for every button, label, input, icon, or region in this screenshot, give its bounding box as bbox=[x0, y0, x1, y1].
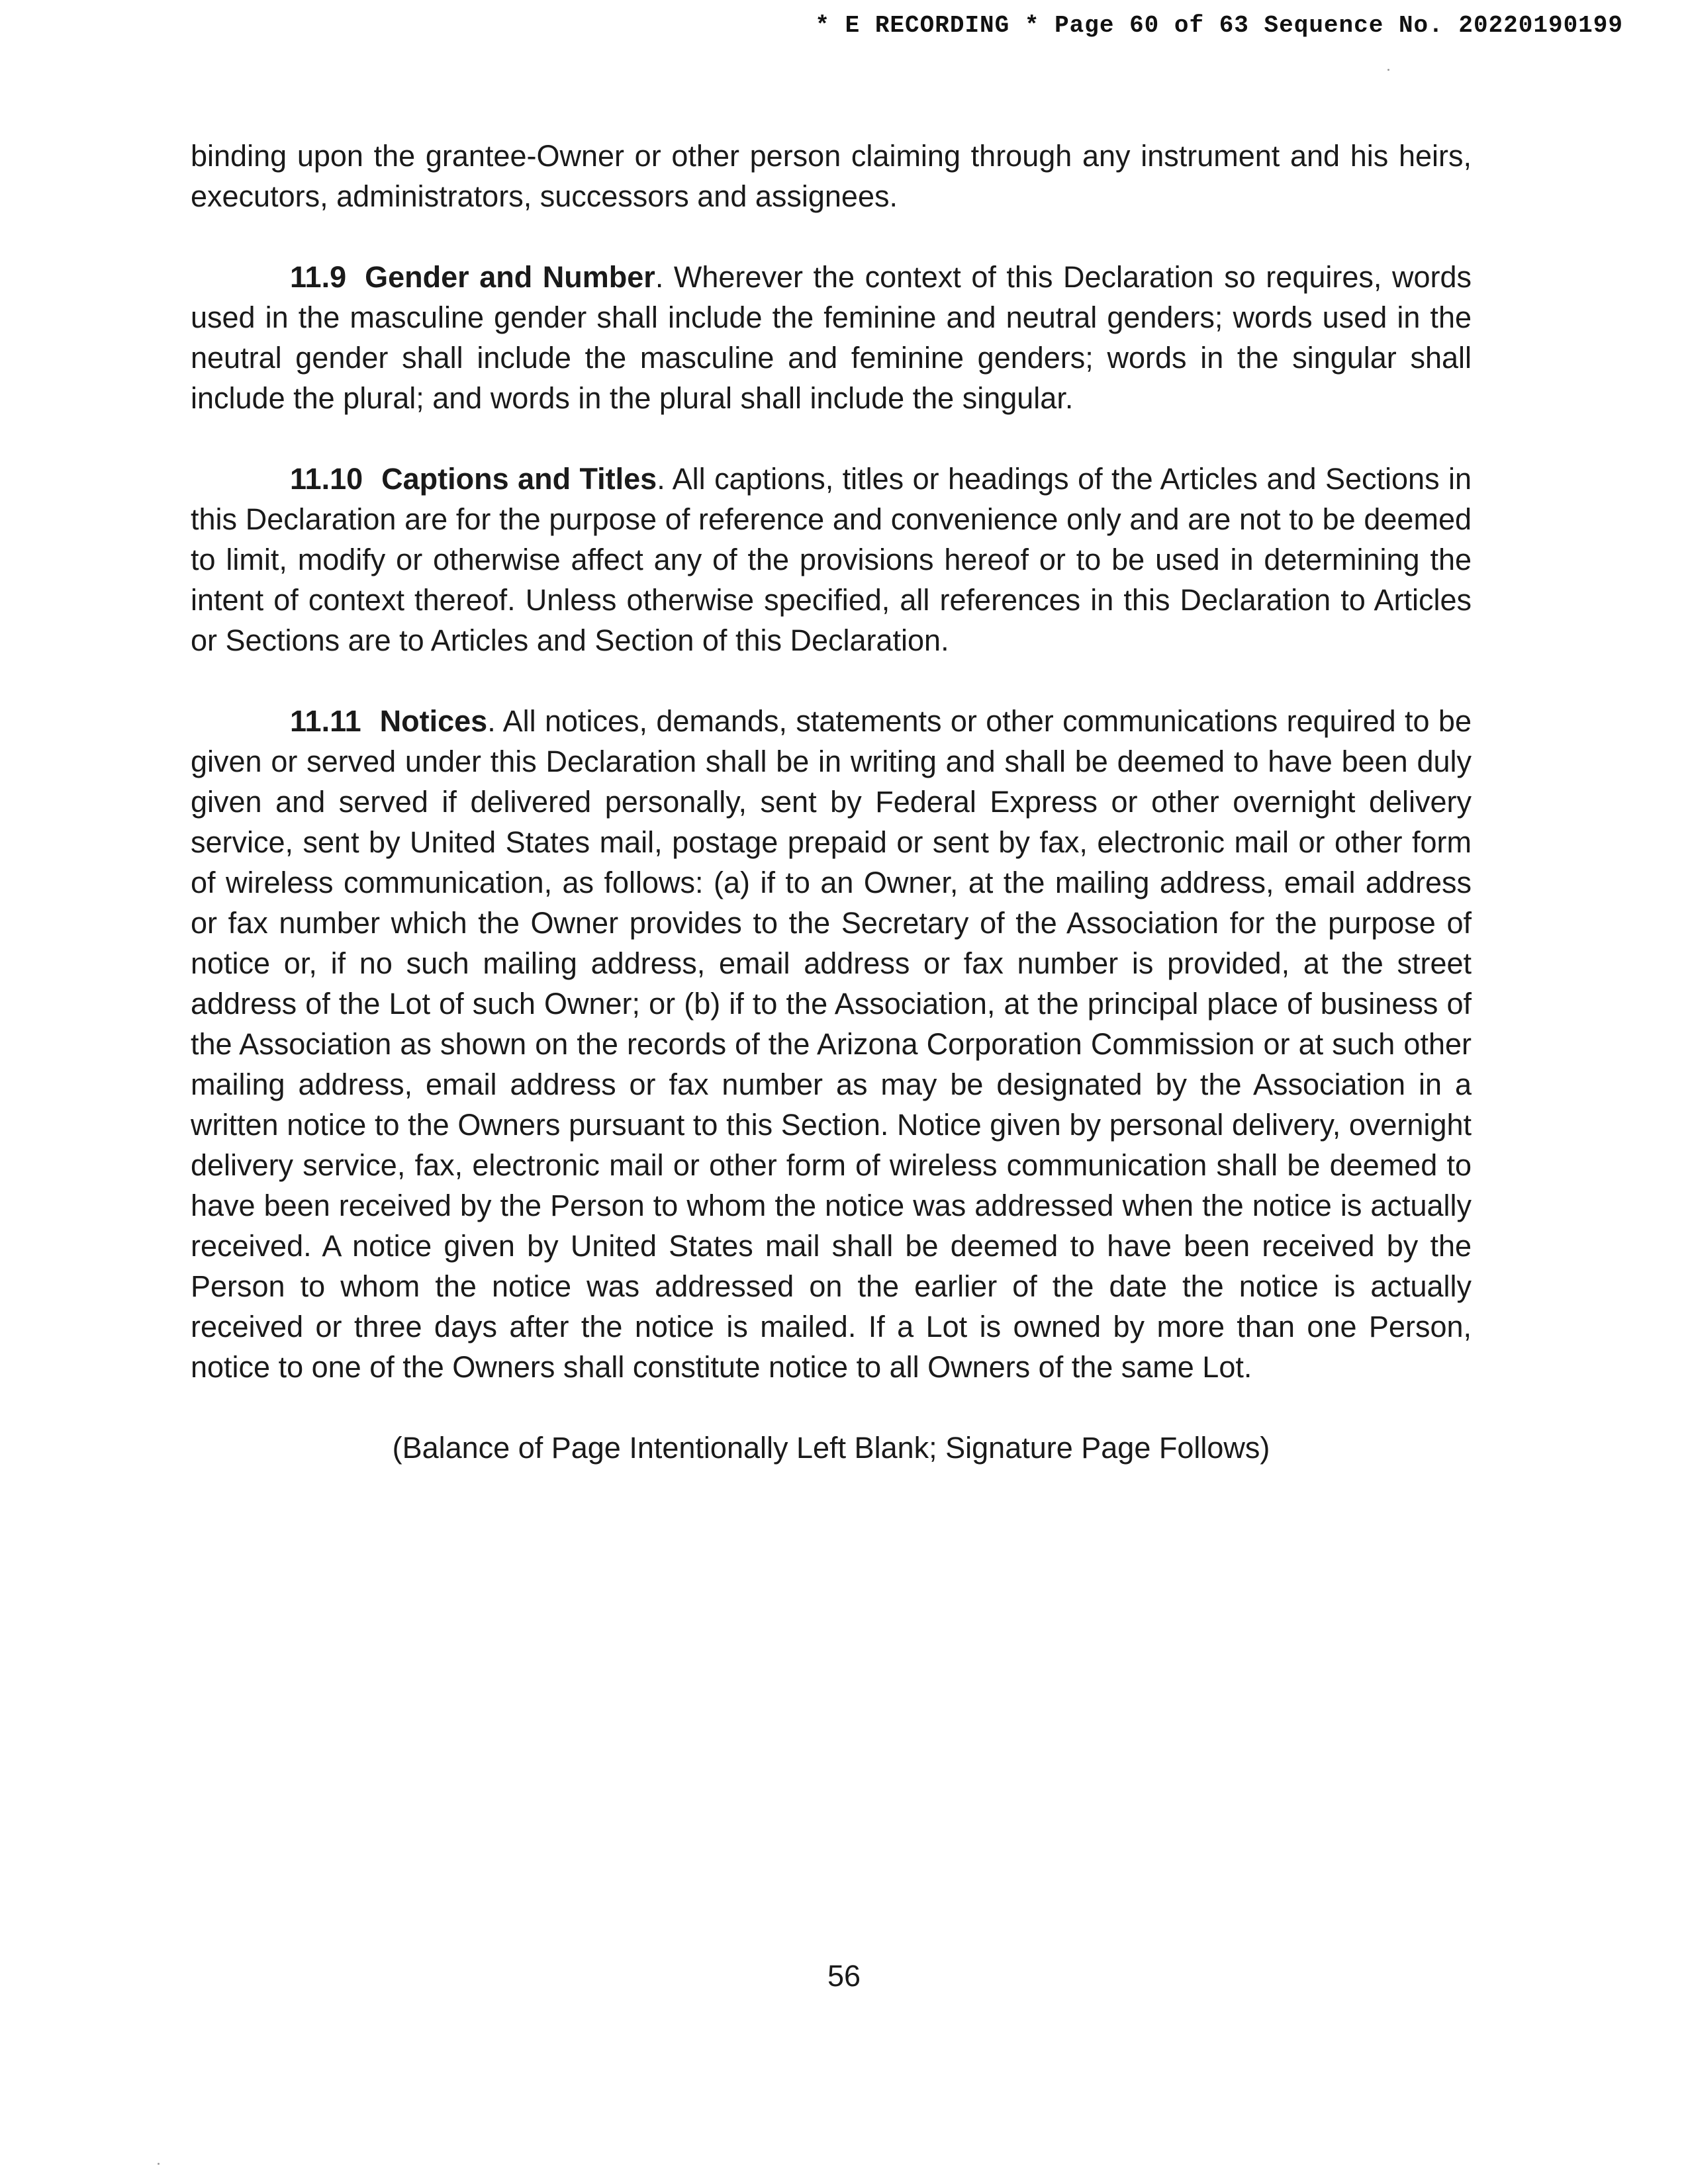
page-number: 56 bbox=[827, 1959, 861, 1993]
balance-note: (Balance of Page Intentionally Left Blank; Signature Page Follows) bbox=[392, 1431, 1270, 1465]
section-text: All captions, titles or headings of the Articles and Sections in this Declaration are for the purpose of reference and convenience only and are not to be deemed to limit, modify or otherwise affect any of the provisions hereof or to be used in determining the intent of context thereof. Unless otherwise specified, all references in this Declaration to Articles or Sections are to Articles and Section of this Declaration. bbox=[191, 462, 1472, 657]
section-11-10: 11.10 Captions and Titles. All captions, titles or headings of the Articles and Sections in this Declaration are for the purpose of reference and convenience only and are not to be deemed to limit, modify or otherwise affect any of the provisions hereof or to be used in determining the intent of context thereof. Unless otherwise specified, all references in this Declaration to Articles or Sections are to Articles and Section of this Declaration. bbox=[191, 462, 1472, 657]
section-11-9: 11.9 Gender and Number. Wherever the context of this Declaration so requires, words used in the masculine gender shall include the feminine and neutral genders; words used in the neutral gender shall include the masculine and feminine genders; words in the singular shall include the plural; and words in the plural shall include the singular. bbox=[191, 260, 1472, 415]
continuation-paragraph: binding upon the grantee-Owner or other person claiming through any instrument and his heirs, executors, administrators, successors and assignees. bbox=[191, 139, 1472, 213]
recording-stamp: * E RECORDING * Page 60 of 63 Sequence No. 20220190199 bbox=[815, 12, 1623, 39]
section-title: Notices bbox=[379, 704, 488, 738]
section-text: All notices, demands, statements or other communications required to be given or served under this Declaration shall be in writing and shall be deemed to have been duly given and served if delivered personally, sent by Federal Express or other overnight delivery service, sent by United States mail, postage prepaid or sent by fax, electronic mail or other form of wireless communication, as follows: (a) if to an Owner, at the mailing address, email address or fax number which the Owner provides to the Secretary of the Association for the purpose of notice or, if no such mailing address, email address or fax number is provided, at the street address of the Lot of such Owner; or (b) if to the Association, at the principal place of business of the Association as shown on the records of the Arizona Corporation Commission or at such other mailing address, email address or fax number as may be designated by the Association in a written notice to the Owners pursuant to this Section. Notice given by personal delivery, overnight delivery service, fax, electronic mail or other form of wireless communication shall be deemed to have been received by the Person to whom the notice was addressed when the notice is actually received. A notice given by United States mail shall be deemed to have been received by the Person to whom the notice was addressed on the earlier of the date the notice is actually received or three days after the notice is mailed. If a Lot is owned by more than one Person, notice to one of the Owners shall constitute notice to all Owners of the same Lot. bbox=[191, 704, 1472, 1384]
section-11-11: 11.11 Notices. All notices, demands, statements or other communications required to be given or served under this Declaration shall be in writing and shall be deemed to have been duly given and served if delivered personally, sent by Federal Express or other overnight delivery service, sent by United States mail, postage prepaid or sent by fax, electronic mail or other form of wireless communication, as follows: (a) if to an Owner, at the mailing address, email address or fax number which the Owner provides to the Secretary of the Association for the purpose of notice or, if no such mailing address, email address or fax number is provided, at the street address of the Lot of such Owner; or (b) if to the Association, at the principal place of business of the Association as shown on the records of the Arizona Corporation Commission or at such other mailing address, email address or fax number as may be designated by the Association in a written notice to the Owners pursuant to this Section. Notice given by personal delivery, overnight delivery service, fax, electronic mail or other form of wireless communication shall be deemed to have been received by the Person to whom the notice was addressed when the notice is actually received. A notice given by United States mail shall be deemed to have been received by the Person to whom the notice was addressed on the earlier of the date the notice is actually received or three days after the notice is mailed. If a Lot is owned by more than one Person, notice to one of the Owners shall constitute notice to all Owners of the same Lot. bbox=[191, 704, 1472, 1384]
document-body bbox=[191, 136, 1472, 1508]
section-number: 11.10 bbox=[290, 462, 363, 496]
section-title: Captions and Titles bbox=[381, 462, 657, 496]
scan-speck bbox=[1387, 69, 1389, 71]
section-title: Gender and Number bbox=[365, 260, 655, 294]
scan-speck bbox=[158, 2163, 160, 2165]
section-number: 11.11 bbox=[290, 704, 361, 738]
section-text: Wherever the context of this Declaration so requires, words used in the masculine gender shall include the feminine and neutral genders; words used in the neutral gender shall include the masculine and feminine genders; words in the singular shall include the plural; and words in the plural shall include the singular. bbox=[191, 260, 1472, 415]
section-number: 11.9 bbox=[290, 260, 347, 294]
